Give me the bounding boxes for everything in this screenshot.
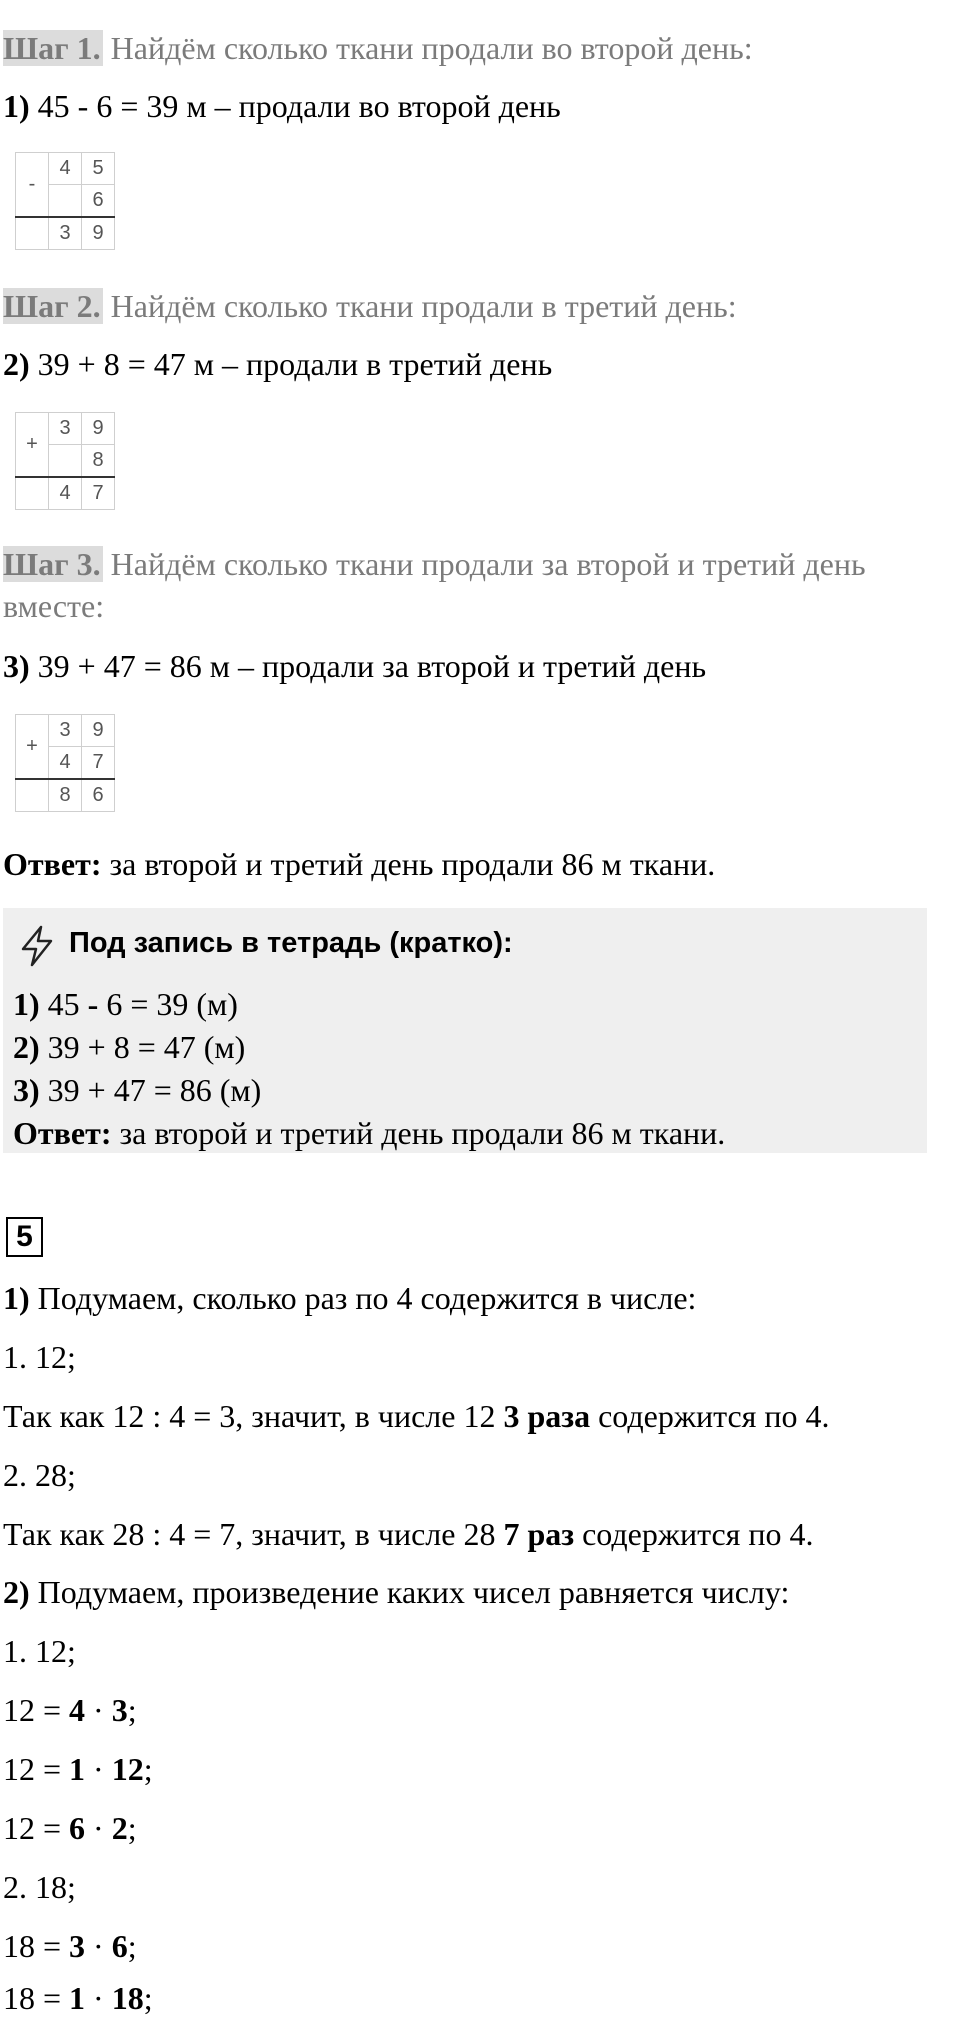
step2-eq-text: 39 + 8 = 47 м – продали в третий день: [29, 346, 553, 382]
part2-group-label: 2. 18;: [3, 1869, 76, 1905]
factor-row: [3, 1749, 153, 1789]
note-line-num: 2): [13, 1029, 40, 1065]
factor-dot: ·: [85, 1980, 112, 2016]
explanation-text: содержится по 4.: [590, 1398, 830, 1434]
factor-lhs: 18 =: [3, 1928, 70, 1964]
calc-result-digit: 6: [82, 779, 115, 812]
factor-row: [3, 1926, 137, 1966]
step3-heading-cont: вместе:: [3, 588, 105, 624]
factor-b: 6: [111, 1928, 128, 1964]
step3-heading: [3, 544, 866, 584]
calc-digit: [49, 445, 82, 478]
explanation-text: содержится по 4.: [574, 1516, 814, 1552]
factor-lhs: 12 =: [3, 1751, 70, 1787]
factor-end: ;: [143, 1751, 153, 1787]
factor-a: 3: [69, 1928, 86, 1964]
explanation-bold: 7 раз: [503, 1516, 575, 1552]
factor-b: 12: [111, 1751, 144, 1787]
step3-label: Шаг 3.: [3, 546, 101, 582]
factor-row: [3, 1690, 137, 1730]
factor-dot: ·: [85, 1751, 112, 1787]
part1-item-explanation: [3, 1514, 814, 1554]
calc-digit: 8: [82, 445, 115, 478]
factor-row: [3, 1808, 137, 1848]
calc-digit: 9: [82, 715, 115, 747]
note-line-op: -: [87, 986, 99, 1022]
factor-dot: ·: [85, 1810, 112, 1846]
step2-eq-num: 2): [3, 346, 30, 382]
task-number-box: 5: [6, 1217, 43, 1257]
step3-text: Найдём сколько ткани продали за второй и третий день: [102, 546, 866, 582]
note-line-text: 39 + 8 = 47 (м): [39, 1029, 246, 1065]
calc-digit: 4: [49, 747, 82, 780]
note-answer: [13, 1113, 725, 1153]
factor-end: ;: [127, 1692, 137, 1728]
calc-digit: 9: [82, 413, 115, 445]
factor-b: 18: [111, 1980, 144, 2016]
notebook-note-box: [3, 908, 927, 1153]
calc-sign: +: [16, 715, 49, 780]
calc-result-digit: 3: [49, 217, 82, 250]
part1-num: 1): [3, 1280, 30, 1316]
note-line-num: 3): [13, 1072, 40, 1108]
factor-b: 3: [111, 1692, 128, 1728]
step2-column-calc: [15, 412, 115, 510]
step1-eq-text: 45 - 6 = 39 м – продали во второй день: [29, 88, 561, 124]
lightning-icon: [15, 924, 59, 968]
factor-end: ;: [127, 1810, 137, 1846]
factor-a: 4: [69, 1692, 86, 1728]
note-line-text: 6 = 39 (м): [98, 986, 238, 1022]
note-line-text: 39 + 47 = 86 (м): [39, 1072, 262, 1108]
calc-result-digit: 9: [82, 217, 115, 250]
part1-item-label: 1. 12;: [3, 1339, 76, 1375]
part2-num: 2): [3, 1574, 30, 1610]
step3-eq-num: 3): [3, 648, 30, 684]
calc-digit: 5: [82, 153, 115, 185]
calc-digit: 3: [49, 715, 82, 747]
note-title: Под запись в тетрадь (кратко):: [69, 927, 513, 959]
factor-end: ;: [143, 1980, 153, 2016]
calc-result-digit: 4: [49, 477, 82, 510]
explanation-text: Так как 12 : 4 = 3, значит, в числе 12: [3, 1398, 504, 1434]
note-answer-text: за второй и третий день продали 86 м ткани.: [111, 1115, 726, 1151]
calc-result-digit: 8: [49, 779, 82, 812]
answer-text: за второй и третий день продали 86 м ткани.: [101, 846, 716, 882]
calc-empty: [16, 779, 49, 812]
factor-end: ;: [127, 1928, 137, 1964]
step1-heading: [3, 28, 753, 68]
calc-sign: +: [16, 413, 49, 478]
calc-result-digit: 7: [82, 477, 115, 510]
factor-lhs: 18 =: [3, 1980, 70, 2016]
calc-digit: [49, 185, 82, 218]
step2-equation: [3, 344, 552, 384]
note-answer-label: Ответ:: [13, 1115, 112, 1151]
step1-text: Найдём сколько ткани продали во второй день:: [102, 30, 753, 66]
note-line-3: [13, 1070, 261, 1110]
calc-digit: 6: [82, 185, 115, 218]
factor-dot: ·: [85, 1928, 112, 1964]
part1-text: Подумаем, сколько раз по 4 содержится в числе:: [29, 1280, 697, 1316]
step2-text: Найдём сколько ткани продали в третий день:: [102, 288, 737, 324]
step2-label: Шаг 2.: [3, 288, 101, 324]
factor-a: 1: [69, 1980, 86, 2016]
factor-lhs: 12 =: [3, 1810, 70, 1846]
calc-sign: -: [16, 153, 49, 218]
note-line-1: [13, 984, 238, 1024]
factor-a: 1: [69, 1751, 86, 1787]
step1-column-calc: [15, 152, 115, 250]
factor-lhs: 12 =: [3, 1692, 70, 1728]
part1-item-label: 2. 28;: [3, 1457, 76, 1493]
factor-a: 6: [69, 1810, 86, 1846]
calc-empty: [16, 477, 49, 510]
note-line-2: [13, 1027, 245, 1067]
calc-digit: 3: [49, 413, 82, 445]
note-line-num: 1): [13, 986, 40, 1022]
part1-item-explanation: [3, 1396, 830, 1436]
explanation-bold: 3 раза: [503, 1398, 591, 1434]
part2-group-label: 1. 12;: [3, 1633, 76, 1669]
step3-eq-text: 39 + 47 = 86 м – продали за второй и третий день: [29, 648, 707, 684]
task5-part1-heading: [3, 1278, 696, 1318]
part2-text: Подумаем, произведение каких чисел равняется числу:: [29, 1574, 790, 1610]
factor-row: [3, 1978, 153, 2018]
task5-part2-heading: [3, 1572, 789, 1612]
factor-b: 2: [111, 1810, 128, 1846]
calc-digit: 7: [82, 747, 115, 780]
calc-digit: 4: [49, 153, 82, 185]
note-line-text: 45: [39, 986, 88, 1022]
step2-heading: [3, 286, 737, 326]
step1-equation: [3, 86, 561, 126]
factor-dot: ·: [85, 1692, 112, 1728]
answer-line: [3, 844, 715, 884]
answer-label: Ответ:: [3, 846, 102, 882]
step3-equation: [3, 646, 706, 686]
calc-empty: [16, 217, 49, 250]
step1-label: Шаг 1.: [3, 30, 101, 66]
step1-eq-num: 1): [3, 88, 30, 124]
step3-column-calc: [15, 714, 115, 812]
explanation-text: Так как 28 : 4 = 7, значит, в числе 28: [3, 1516, 504, 1552]
